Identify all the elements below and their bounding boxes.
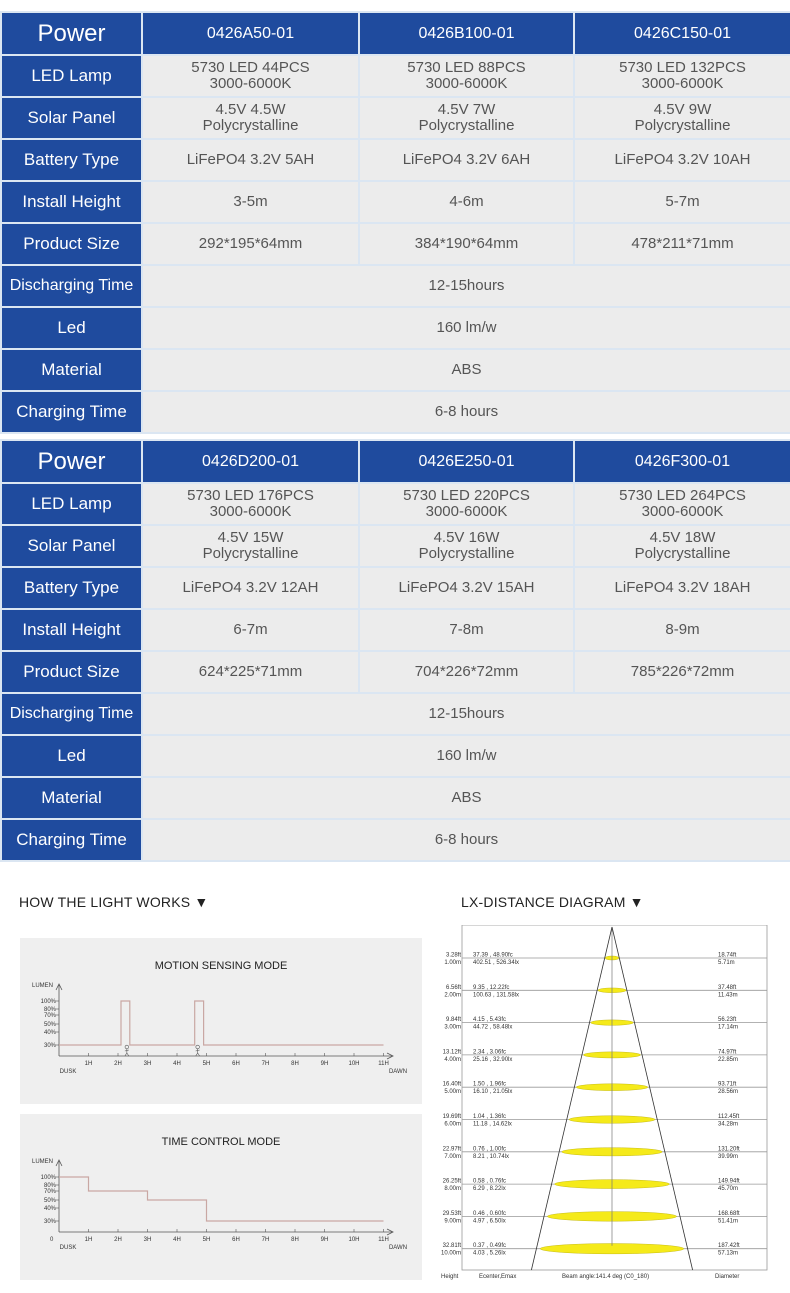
row-value: 6-8 hours [143, 820, 790, 860]
row-label: Led [2, 308, 141, 348]
row-value: ABS [143, 350, 790, 390]
height-m: 3.00m [444, 1024, 461, 1031]
x-tick-label: 10H [348, 1061, 360, 1067]
y-tick-label: 50% [43, 1022, 56, 1028]
row-value: 4.5V 9W Polycrystalline [575, 98, 790, 138]
row-label: Discharging Time [2, 694, 141, 734]
table-row [2, 56, 790, 96]
diameter-ft: 37.48ft [718, 984, 737, 991]
height-m: 2.00m [444, 992, 461, 999]
height-ft: 3.28ft [445, 952, 461, 959]
walking-person-icon [196, 1045, 200, 1056]
row-value: 160 lm/w [143, 308, 790, 348]
height-m: 10.00m [440, 1250, 461, 1257]
row-value: 8-9m [575, 610, 790, 650]
row-value: 7-8m [360, 610, 573, 650]
row-value: 4-6m [360, 182, 573, 222]
row-value: 3-5m [143, 182, 358, 222]
diameter-ft: 187.42ft [718, 1243, 740, 1250]
diameter-m: 28.56m [718, 1089, 739, 1096]
illuminance-lx: 4.97 , 6.50lx [473, 1218, 506, 1225]
dusk-label: DUSK [59, 1069, 77, 1075]
diameter-ft: 56.23ft [718, 1017, 737, 1024]
illuminance-lx: 11.18 , 14.62lx [473, 1121, 512, 1128]
x-tick-label: 5H [202, 1237, 211, 1243]
row-value: 5730 LED 176PCS 3000-6000K [143, 484, 358, 524]
illuminance-lx: 44.72 , 58.48lx [473, 1024, 513, 1031]
table-row [2, 694, 790, 734]
row-value: LiFePO4 3.2V 15AH [360, 568, 573, 608]
illuminance-fc: 37.39 , 48.90fc [473, 952, 513, 959]
y-tick-label: 30% [43, 1043, 56, 1049]
row-value: 5730 LED 220PCS 3000-6000K [360, 484, 573, 524]
table-row [2, 778, 790, 818]
height-ft: 16.40ft [442, 1081, 461, 1088]
row-label: Solar Panel [2, 98, 141, 138]
x-tick-label: 9H [320, 1237, 329, 1243]
diameter-ft: 149.94ft [718, 1178, 740, 1185]
model-header: 0426F300-01 [575, 441, 790, 482]
diameter-m: 11.43m [718, 992, 738, 999]
illuminance-lx: 8.21 , 10.74lx [473, 1153, 510, 1160]
table-row [2, 610, 790, 650]
row-value: 785*226*72mm [575, 652, 790, 692]
height-ft: 19.69ft [442, 1114, 461, 1120]
origin-label: 0 [50, 1237, 54, 1243]
height-m: 8.00m [444, 1186, 461, 1193]
row-label: Product Size [2, 224, 141, 264]
diameter-ft: 168.68ft [718, 1210, 740, 1217]
row-value: 5-7m [575, 182, 790, 222]
row-value: 5730 LED 264PCS 3000-6000K [575, 484, 790, 524]
height-ft: 26.25ft [442, 1178, 461, 1185]
diameter-m: 22.85m [718, 1056, 739, 1063]
table-row [2, 484, 790, 524]
y-tick-label: 40% [43, 1206, 56, 1212]
row-value: 384*190*64mm [360, 224, 573, 264]
x-tick-label: 10H [348, 1237, 360, 1243]
height-m: 6.00m [444, 1121, 461, 1128]
beam-angle-label: Beam angle:141.4 deg (C0_180) [562, 1274, 650, 1280]
row-value: ABS [143, 778, 790, 818]
row-value: 4.5V 4.5W Polycrystalline [143, 98, 358, 138]
x-tick-label: 3H [143, 1061, 152, 1067]
model-header: 0426D200-01 [143, 441, 358, 482]
illuminance-lx: 402.51 , 526.34lx [473, 960, 520, 966]
table-row [2, 224, 790, 264]
row-label: Install Height [2, 182, 141, 222]
row-value: 704*226*72mm [360, 652, 573, 692]
row-value: LiFePO4 3.2V 12AH [143, 568, 358, 608]
y-axis-label: LUMEN [32, 983, 54, 989]
illuminance-fc: 0.76 , 1.00fc [473, 1146, 507, 1153]
table-row [2, 350, 790, 390]
y-tick-label: 100% [40, 1175, 56, 1181]
illuminance-lx: 4.03 , 5.26lx [473, 1250, 506, 1257]
height-m: 9.00m [444, 1218, 461, 1225]
height-column-label: Height [441, 1274, 459, 1280]
diameter-m: 5.71m [718, 960, 735, 966]
x-tick-label: 5H [202, 1061, 211, 1067]
diameter-m: 57.13m [718, 1250, 739, 1257]
dawn-label: DAWN [388, 1245, 408, 1251]
row-value: 5730 LED 88PCS 3000-6000K [360, 56, 573, 96]
motion-sensing-chart [20, 938, 422, 1104]
height-ft: 32.81ft [442, 1243, 461, 1250]
diameter-ft: 93.71ft [718, 1081, 737, 1088]
model-header: 0426C150-01 [575, 13, 790, 54]
diameter-ft: 18.74ft [718, 952, 737, 959]
model-header: 0426E250-01 [360, 441, 573, 482]
row-value: LiFePO4 3.2V 18AH [575, 568, 790, 608]
y-tick-label: 30% [43, 1219, 56, 1225]
row-value: 6-7m [143, 610, 358, 650]
x-tick-label: 1H [84, 1237, 93, 1243]
table-row [2, 652, 790, 692]
x-tick-label: 1H [84, 1061, 93, 1067]
row-value: 4.5V 16W Polycrystalline [360, 526, 573, 566]
y-tick-label: 70% [43, 1013, 56, 1019]
diameter-ft: 74.97ft [718, 1049, 737, 1056]
height-ft: 9.84ft [445, 1017, 461, 1024]
illuminance-fc: 1.04 , 1.36fc [473, 1114, 507, 1120]
spec-table-1 [0, 11, 790, 434]
person-head [196, 1045, 200, 1049]
illuminance-fc: 9.35 , 12.22fc [473, 984, 510, 991]
row-label: Charging Time [2, 820, 141, 860]
how-light-works-heading: HOW THE LIGHT WORKS ▼ [19, 894, 209, 910]
table-row [2, 820, 790, 860]
height-ft: 13.12ft [442, 1049, 461, 1056]
illuminance-fc: 0.58 , 0.76fc [473, 1178, 507, 1185]
time-control-title: TIME CONTROL MODE [161, 1136, 281, 1148]
row-label: Charging Time [2, 392, 141, 432]
row-value: 292*195*64mm [143, 224, 358, 264]
row-value: 478*211*71mm [575, 224, 790, 264]
table-row [2, 392, 790, 432]
illuminance-fc: 0.37 , 0.49fc [473, 1243, 507, 1250]
illuminance-fc: 0.46 , 0.60fc [473, 1210, 507, 1217]
table-row [2, 568, 790, 608]
model-header: 0426B100-01 [360, 13, 573, 54]
row-value: LiFePO4 3.2V 6AH [360, 140, 573, 180]
x-tick-label: 3H [143, 1237, 152, 1243]
row-value: 4.5V 18W Polycrystalline [575, 526, 790, 566]
row-value: 5730 LED 132PCS 3000-6000K [575, 56, 790, 96]
row-value: 4.5V 15W Polycrystalline [143, 526, 358, 566]
row-value: 6-8 hours [143, 392, 790, 432]
dusk-label: DUSK [59, 1245, 77, 1251]
motion-sensing-title: MOTION SENSING MODE [154, 960, 288, 972]
height-m: 1.00m [444, 960, 461, 966]
y-tick-label: 70% [43, 1189, 56, 1195]
y-tick-label: 80% [43, 1007, 56, 1013]
ecenter-column-label: Ecenter,Emax [479, 1274, 517, 1280]
motion-sensing-panel [20, 938, 422, 1104]
row-label: Solar Panel [2, 526, 141, 566]
table-row [2, 182, 790, 222]
row-label: Product Size [2, 652, 141, 692]
power-header: Power [2, 441, 141, 482]
x-tick-label: 7H [261, 1061, 270, 1067]
row-label: LED Lamp [2, 484, 141, 524]
x-tick-label: 11H [378, 1061, 389, 1067]
table-row [2, 526, 790, 566]
diameter-column-label: Diameter [715, 1274, 740, 1280]
row-value: LiFePO4 3.2V 10AH [575, 140, 790, 180]
row-label: Material [2, 778, 141, 818]
time-control-chart [20, 1114, 422, 1280]
y-axis-label: LUMEN [32, 1159, 54, 1165]
diameter-m: 45.70m [718, 1186, 739, 1193]
x-tick-label: 4H [173, 1237, 181, 1243]
diameter-m: 39.99m [718, 1153, 739, 1160]
illuminance-fc: 1.50 , 1.96fc [473, 1081, 507, 1088]
table-row [2, 736, 790, 776]
height-ft: 22.97ft [442, 1146, 461, 1153]
power-header: Power [2, 13, 141, 54]
time-control-panel [20, 1114, 422, 1280]
row-value: 12-15hours [143, 266, 790, 306]
height-m: 7.00m [444, 1153, 461, 1160]
x-tick-label: 6H [232, 1061, 240, 1067]
table-row [2, 98, 790, 138]
table-row [2, 140, 790, 180]
row-value: 12-15hours [143, 694, 790, 734]
row-label: Material [2, 350, 141, 390]
height-ft: 29.53ft [442, 1210, 461, 1217]
walking-person-icon [125, 1045, 129, 1056]
row-value: 4.5V 7W Polycrystalline [360, 98, 573, 138]
illuminance-lx: 6.29 , 8.22lx [473, 1186, 506, 1193]
height-ft: 6.56ft [445, 984, 461, 991]
row-value: 624*225*71mm [143, 652, 358, 692]
table-header-row [2, 441, 790, 482]
illuminance-lx: 25.16 , 32.90lx [473, 1056, 513, 1063]
y-tick-label: 40% [43, 1030, 56, 1036]
height-m: 5.00m [444, 1089, 461, 1096]
x-tick-label: 6H [232, 1237, 240, 1243]
x-tick-label: 7H [261, 1237, 270, 1243]
lx-distance-heading: LX-DISTANCE DIAGRAM ▼ [461, 894, 644, 910]
table-row [2, 308, 790, 348]
x-tick-label: 2H [114, 1237, 122, 1243]
person-head [125, 1045, 129, 1049]
x-tick-label: 9H [320, 1061, 329, 1067]
height-m: 4.00m [444, 1056, 461, 1063]
row-label: LED Lamp [2, 56, 141, 96]
illuminance-lx: 100.63 , 131.58lx [473, 992, 520, 999]
table-header-row [2, 13, 790, 54]
x-tick-label: 8H [291, 1061, 299, 1067]
row-label: Battery Type [2, 568, 141, 608]
y-tick-label: 80% [43, 1183, 56, 1189]
lumen-line [59, 1177, 384, 1221]
diameter-m: 34.28m [718, 1121, 739, 1128]
x-tick-label: 8H [291, 1237, 299, 1243]
illuminance-fc: 2.34 , 3.06fc [473, 1049, 507, 1056]
person-body [196, 1049, 200, 1056]
spec-table-2 [0, 439, 790, 862]
x-tick-label: 2H [114, 1061, 122, 1067]
row-label: Discharging Time [2, 266, 141, 306]
row-value: 5730 LED 44PCS 3000-6000K [143, 56, 358, 96]
y-tick-label: 100% [40, 999, 56, 1005]
diameter-m: 51.41m [718, 1218, 739, 1225]
y-tick-label: 50% [43, 1198, 56, 1204]
x-tick-label: 11H [378, 1237, 389, 1243]
diameter-m: 17.14m [718, 1024, 739, 1031]
table-row [2, 266, 790, 306]
lx-distance-diagram [436, 925, 770, 1285]
person-body [125, 1049, 129, 1056]
illuminance-lx: 16.10 , 21.05lx [473, 1089, 513, 1096]
diameter-ft: 112.45ft [718, 1114, 740, 1120]
lumen-line [59, 1001, 384, 1045]
row-label: Battery Type [2, 140, 141, 180]
row-label: Install Height [2, 610, 141, 650]
row-value: LiFePO4 3.2V 5AH [143, 140, 358, 180]
lx-distance-svg [436, 925, 770, 1285]
diameter-ft: 131.20ft [718, 1146, 740, 1153]
row-label: Led [2, 736, 141, 776]
model-header: 0426A50-01 [143, 13, 358, 54]
dawn-label: DAWN [388, 1069, 408, 1075]
x-tick-label: 4H [173, 1061, 181, 1067]
row-value: 160 lm/w [143, 736, 790, 776]
illuminance-fc: 4.15 , 5.43fc [473, 1017, 507, 1024]
